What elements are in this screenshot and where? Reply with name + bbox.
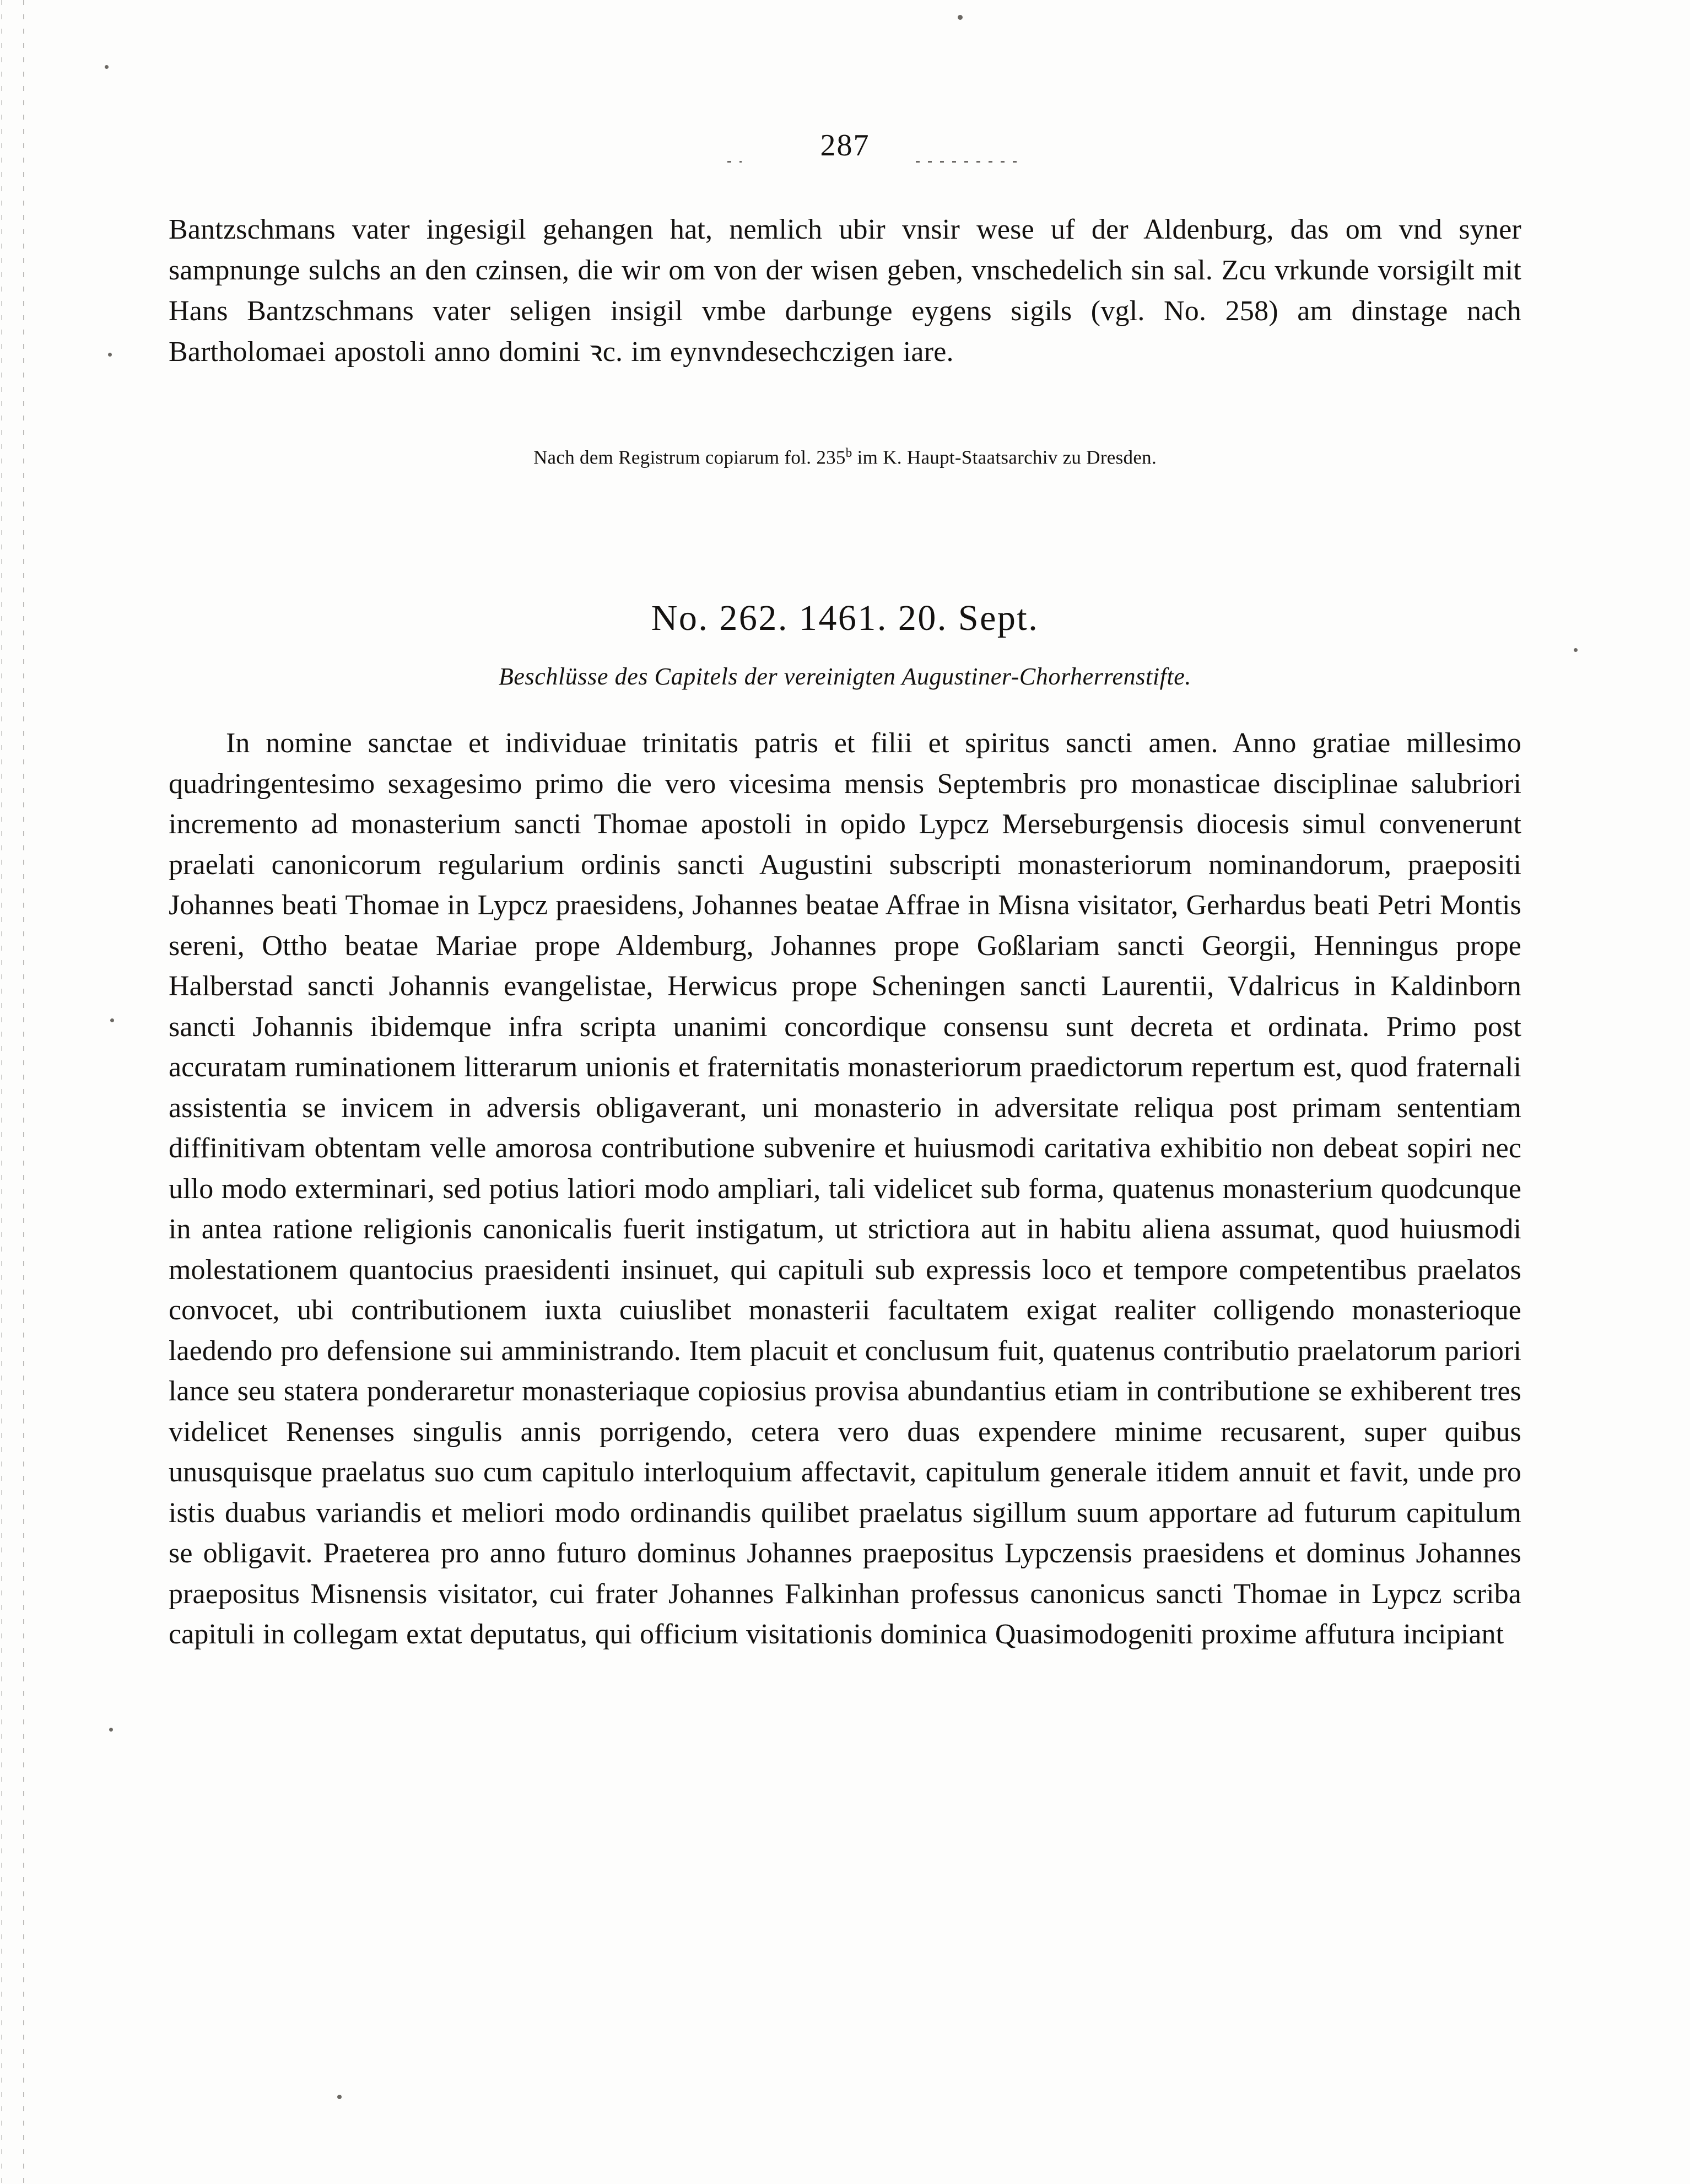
- entry-heading: No. 262. 1461. 20. Sept.: [651, 598, 1039, 638]
- source-note-suffix: im K. Haupt-Staatsarchiv zu Dresden.: [852, 446, 1157, 468]
- source-note-superscript: b: [845, 446, 852, 460]
- scan-artifact-left-edge: [1, 0, 2, 2184]
- source-note-prefix: Nach dem Registrum copiarum fol. 235: [533, 446, 846, 468]
- scan-speck: [109, 1728, 113, 1732]
- scan-speck: [958, 15, 963, 20]
- running-head: [0, 128, 1690, 163]
- charter-tail-text: Bantzschmans vater ingesigil gehangen hat, nemlich ubir vnsir wese uf der Aldenburg, das om vnd syner sampnunge sulchs an den czinsen, die wir om von der wisen geben, vnschedelich sin sal. Zcu vrkunde vorsigilt mit Hans Bantzschmans vater seligen insigil vmbe darbunge eygens sigils (vgl. No. 258) am dinstage nach Bartholomaei apostoli anno domini ꝛc. im eynvndesechczigen iare.: [169, 214, 1521, 368]
- scan-speck: [105, 65, 109, 69]
- source-note-block: [169, 439, 1521, 472]
- scan-speck: [1574, 648, 1578, 652]
- page-number: 287: [820, 128, 870, 163]
- running-head-rule-right: [916, 161, 1021, 163]
- charter-tail-block: [169, 209, 1521, 373]
- source-note: [169, 439, 1521, 472]
- entry-body-block: [169, 723, 1521, 1655]
- entry-heading-block: [169, 596, 1521, 640]
- scan-speck: [337, 2095, 342, 2099]
- entry-subheading: Beschlüsse des Capitels der vereinigten Augustiner-Chorherrenstifte.: [498, 663, 1192, 690]
- scan-speck: [110, 1018, 114, 1022]
- scan-artifact-margin-line: [23, 0, 24, 2184]
- entry-subheading-block: [169, 660, 1521, 693]
- entry-body-text: In nomine sanctae et individuae trinitatis patris et filii et spiritus sancti amen. Anno gratiae millesimo quadringentesimo sexagesimo primo die vero vicesima mensis Septembris pro monasticae disciplinae salubriori incremento ad monasterium sancti Thomae apostoli in opido Lypcz Merseburgensis diocesis simul convenerunt praelati canonicorum regularium ordinis sancti Augustini subscripti monasteriorum nominandorum, praepositi Johannes beati Thomae in Lypcz praesidens, Johannes beatae Affrae in Misna visitator, Gerhardus beati Petri Montis sereni, Ottho beatae Mariae prope Aldemburg, Johannes prope Goßlariam sancti Georgii, Henningus prope Halberstad sancti Johannis evangelistae, Herwicus prope Scheningen sancti Laurentii, Vdalricus in Kaldinborn sancti Johannis ibidemque infra scripta unanimi concordique consensu sunt decreta et ordinata. Primo post accuratam ruminationem litterarum unionis et fraternitatis monasteriorum praedictorum repertum est, quod fraternali assistentia se invicem in adversis obligaverant, uni monasterio in adversitate reliqua post primam sententiam diffinitivam obtentam velle amorosa contributione subvenire et huiusmodi caritativa exhibitio non debeat sopiri nec ullo modo exterminari, sed potius latiori modo ampliari, tali videlicet sub forma, quatenus monasterium quodcunque in antea ratione religionis canonicalis fuerit instigatum, ut strictiora aut in habitu aliena assumat, quod huiusmodi molestationem quantocius praesidenti insinuet, qui capituli sub expressis loco et tempore competentibus praelatos convocet, ubi contributionem iuxta cuiuslibet monasterii facultatem exigat realiter colligendo monasterioque laedendo pro defensione sui amministrando. Item placuit et conclusum fuit, quatenus contributio praelatorum pariori lance seu statera ponderaretur monasteriaque copiosius provisa abundantius etiam in contributione se exhiberent tres videlicet Renenses singulis annis porrigendo, cetera vero duas expendere minime recusarent, super quibus unusquisque praelatus suo cum capitulo interloquium affectavit, capitulum generale itidem annuit et favit, unde pro istis duabus variandis et meliori modo ordinandis quilibet praelatus sigillum suum apportare ad futurum capitulum se obligavit. Praeterea pro anno futuro dominus Johannes praepositus Lypczensis praesidens et dominus Johannes praepositus Misnensis visitator, cui frater Johannes Falkinhan professus canonicus sancti Thomae in Lypcz scriba capituli in collegam extat deputatus, qui officium visitationis dominica Quasimodogeniti proxime affutura incipiant: [169, 727, 1521, 1650]
- scan-speck: [108, 353, 112, 357]
- running-head-rule-left: [727, 161, 742, 163]
